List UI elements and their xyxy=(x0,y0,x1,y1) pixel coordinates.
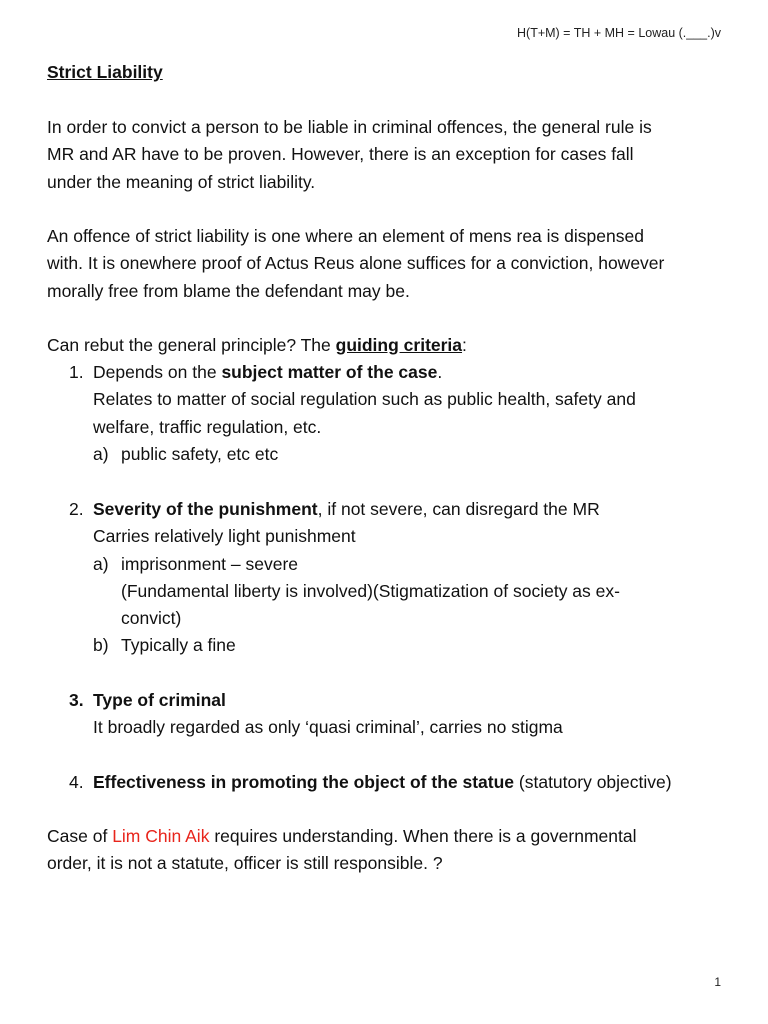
item-heading-post: , if not severe, can disregard the MR xyxy=(317,499,600,519)
sub-item-a xyxy=(93,551,737,578)
sub-item-b xyxy=(93,632,737,659)
sub-item-label: a) xyxy=(93,553,109,574)
item-number: 3. xyxy=(69,690,84,710)
intro-line-1: In order to convict a person to be liable in criminal offences, the general rule is xyxy=(47,117,652,137)
item-number: 4. xyxy=(69,772,84,792)
item-heading-bold: Effectiveness in promoting the object of the statue xyxy=(93,772,515,792)
sub-item-label: b) xyxy=(93,635,109,656)
definition-line-2: with. It is onewhere proof of Actus Reus alone suffices for a conviction, however xyxy=(47,253,665,274)
header-note: H(T+M) = TH + MH = Lowau (.___.)v xyxy=(517,26,721,40)
definition-line-3: morally free from blame the defendant may be. xyxy=(47,280,410,301)
case-name: Lim Chin Aik xyxy=(112,826,210,846)
sub-item-text: Typically a fine xyxy=(121,635,236,656)
item-heading-post: . xyxy=(437,362,443,382)
item-number: 2. xyxy=(69,499,84,519)
item-heading-bold: Type of criminal xyxy=(93,690,226,710)
guiding-criteria-term: guiding criteria xyxy=(335,335,463,355)
case-note-line-2: order, it is not a statute, officer is still responsible. ? xyxy=(47,853,443,874)
sub-item-text: public safety, etc etc xyxy=(121,443,279,464)
definition-line-1: An offence of strict liability is one where an element of mens rea is dispensed xyxy=(47,226,644,246)
page-number: 1 xyxy=(714,975,721,989)
item-heading-bold: Severity of the punishment xyxy=(93,499,318,519)
criteria-item-2 xyxy=(47,496,737,660)
case-note-paragraph xyxy=(47,823,737,878)
intro-line-2: MR and AR have to be proven. However, there is an exception for cases fall xyxy=(47,144,634,165)
criteria-intro xyxy=(47,332,737,359)
page-title: Strict Liability xyxy=(47,62,163,82)
definition-paragraph xyxy=(47,223,737,305)
sub-item-continuation-2: convict) xyxy=(121,608,182,629)
item-body-line-1: Relates to matter of social regulation such as public health, safety and xyxy=(93,389,636,410)
criteria-intro-text: Can rebut the general principle? The xyxy=(47,335,336,355)
criteria-item-4 xyxy=(47,769,737,796)
criteria-item-3 xyxy=(47,687,737,742)
item-heading-post: (statutory objective) xyxy=(514,772,672,792)
item-body-line-1: Carries relatively light punishment xyxy=(93,526,356,547)
item-heading-pre: Depends on the xyxy=(93,362,222,382)
intro-line-3: under the meaning of strict liability. xyxy=(47,171,316,192)
item-number: 1. xyxy=(69,362,84,382)
sub-item-continuation-1: (Fundamental liberty is involved)(Stigmatization of society as ex- xyxy=(121,580,620,601)
item-body-line-2: welfare, traffic regulation, etc. xyxy=(93,416,322,437)
sub-item-label: a) xyxy=(93,443,109,464)
sub-item-text: imprisonment – severe xyxy=(121,553,299,574)
item-heading-bold: subject matter of the case xyxy=(221,362,438,382)
criteria-intro-colon: : xyxy=(462,335,467,355)
sub-item-a xyxy=(93,441,737,468)
intro-paragraph xyxy=(47,114,737,196)
criteria-item-1 xyxy=(47,359,737,468)
case-note-post: requires understanding. When there is a governmental xyxy=(209,826,637,846)
item-body-line-1: It broadly regarded as only ‘quasi criminal’, carries no stigma xyxy=(93,717,563,738)
case-note-pre: Case of xyxy=(47,826,113,846)
